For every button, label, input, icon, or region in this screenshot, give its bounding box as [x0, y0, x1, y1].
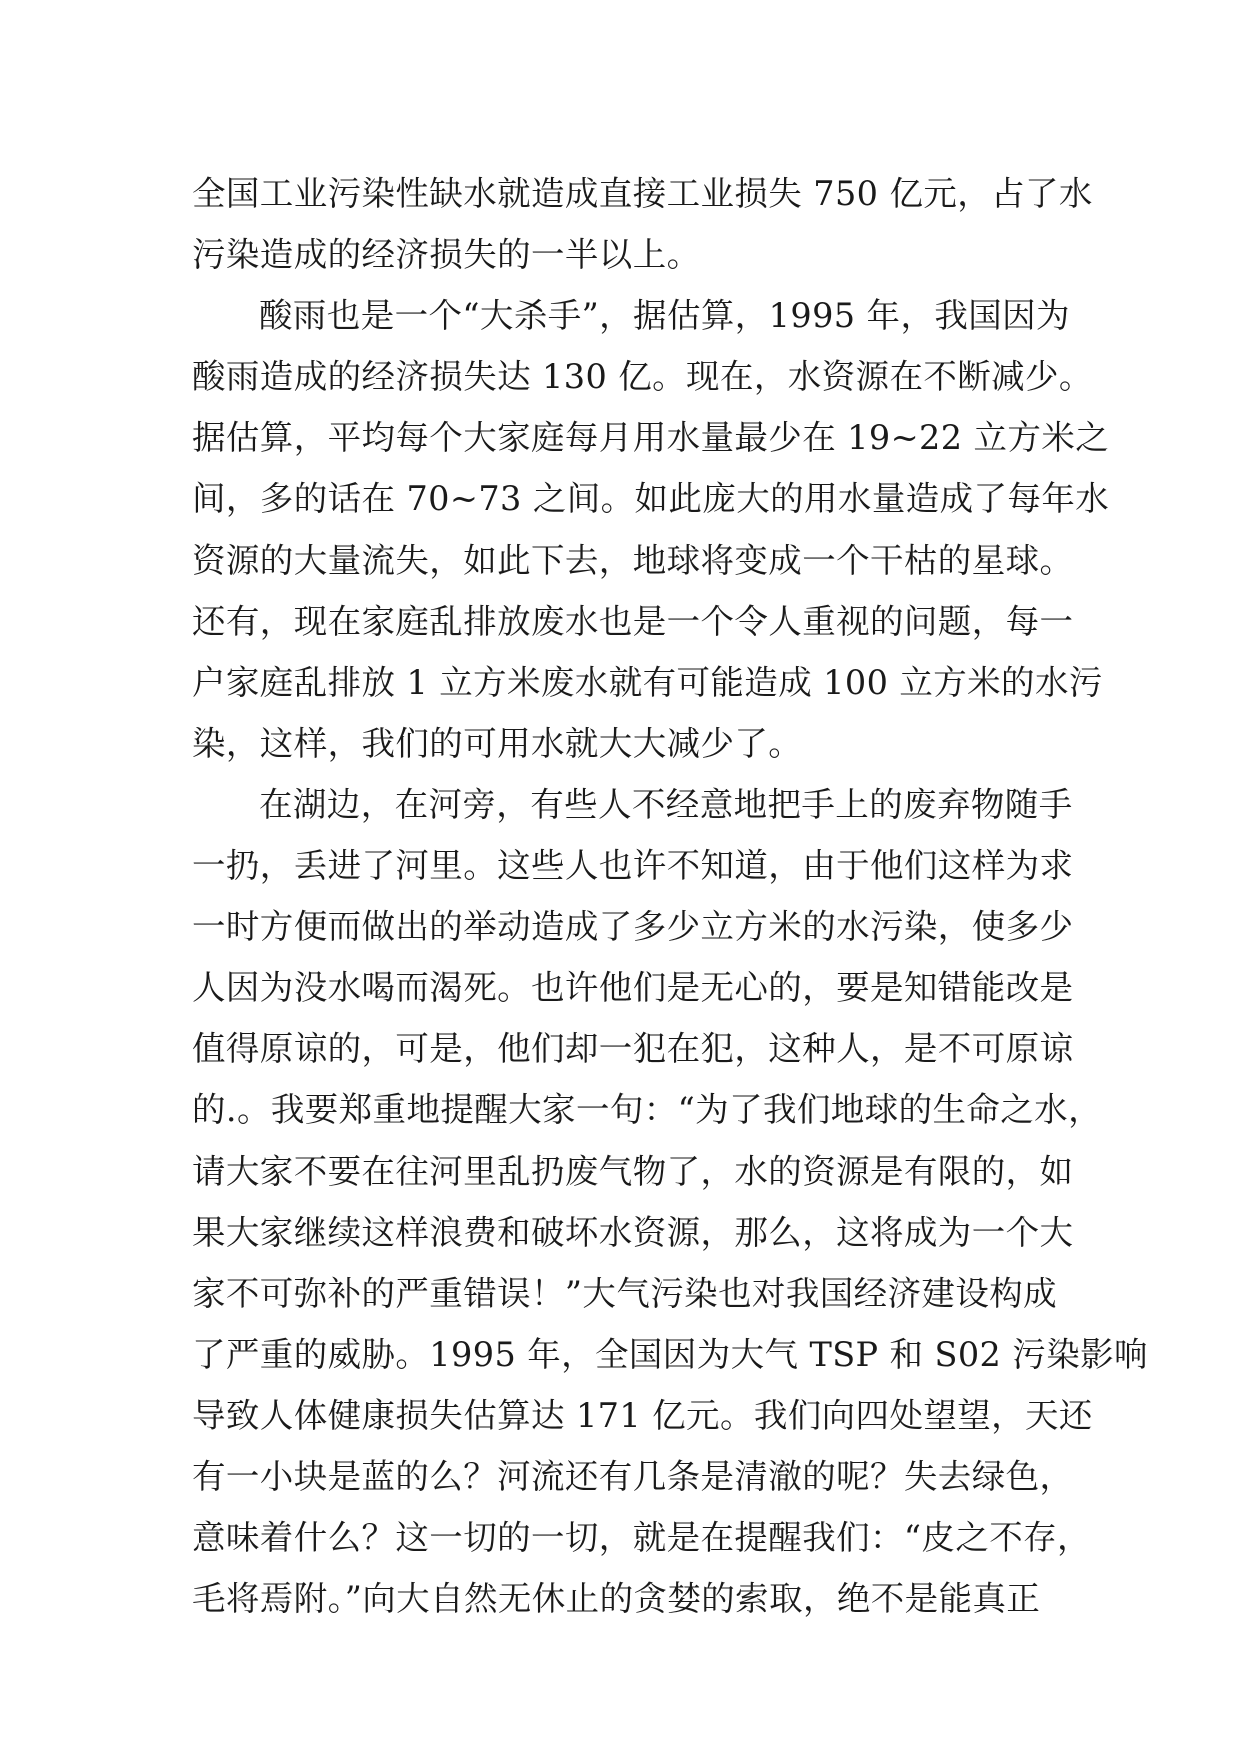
text-line: 户家庭乱排放 1 立方米废水就有可能造成 100 立方米的水污 [192, 662, 1103, 702]
body-text [192, 163, 1148, 1629]
text-line: 了严重的威胁。1995 年，全国因为大气 TSP 和 S02 污染影响 [192, 1334, 1148, 1374]
text-line: 人因为没水喝而渴死。也许他们是无心的，要是知错能改是 [192, 968, 1074, 1008]
text-line: 污染造成的经济损失的一半以上。 [192, 235, 701, 275]
text-line: 果大家继续这样浪费和破坏水资源，那么，这将成为一个大 [192, 1212, 1074, 1252]
text-line: 染，这样，我们的可用水就大大减少了。 [192, 723, 803, 763]
text-line: 酸雨造成的经济损失达 130 亿。现在，水资源在不断减少。 [192, 357, 1093, 397]
text-line: 据估算，平均每个大家庭每月用水量最少在 19~22 立方米之 [192, 418, 1110, 458]
text-line: 导致人体健康损失估算达 171 亿元。我们向四处望望，天还 [192, 1395, 1093, 1435]
text-line: 资源的大量流失，如此下去，地球将变成一个干枯的星球。 [192, 540, 1074, 580]
paragraph-start-line: 在湖边，在河旁，有些人不经意地把手上的废弃物随手 [259, 784, 1073, 824]
text-line: 请大家不要在往河里乱扔废气物了，水的资源是有限的，如 [192, 1151, 1074, 1191]
text-line: 有一小块是蓝的么？河流还有几条是清澈的呢？失去绿色， [192, 1456, 1074, 1496]
text-line: 毛将焉附。”向大自然无休止的贪婪的索取，绝不是能真正 [192, 1579, 1041, 1619]
text-line: 一时方便而做出的举动造成了多少立方米的水污染，使多少 [192, 907, 1074, 947]
text-line: 一扔，丢进了河里。这些人也许不知道，由于他们这样为求 [192, 846, 1074, 886]
text-line: 意味着什么？这一切的一切，就是在提醒我们：“皮之不存， [192, 1518, 1091, 1558]
text-line: 的.。我要郑重地提醒大家一句：“为了我们地球的生命之水， [192, 1090, 1102, 1130]
text-line: 家不可弥补的严重错误！”大气污染也对我国经济建设构成 [192, 1273, 1058, 1313]
text-line: 间，多的话在 70~73 之间。如此庞大的用水量造成了每年水 [192, 479, 1110, 519]
paragraph-start-line: 酸雨也是一个“大杀手”，据估算，1995 年，我国因为 [259, 296, 1070, 336]
text-line: 值得原谅的，可是，他们却一犯在犯，这种人，是不可原谅 [192, 1029, 1074, 1069]
text-line: 还有，现在家庭乱排放废水也是一个令人重视的问题，每一 [192, 601, 1074, 641]
text-line: 全国工业污染性缺水就造成直接工业损失 750 亿元，占了水 [192, 174, 1093, 213]
